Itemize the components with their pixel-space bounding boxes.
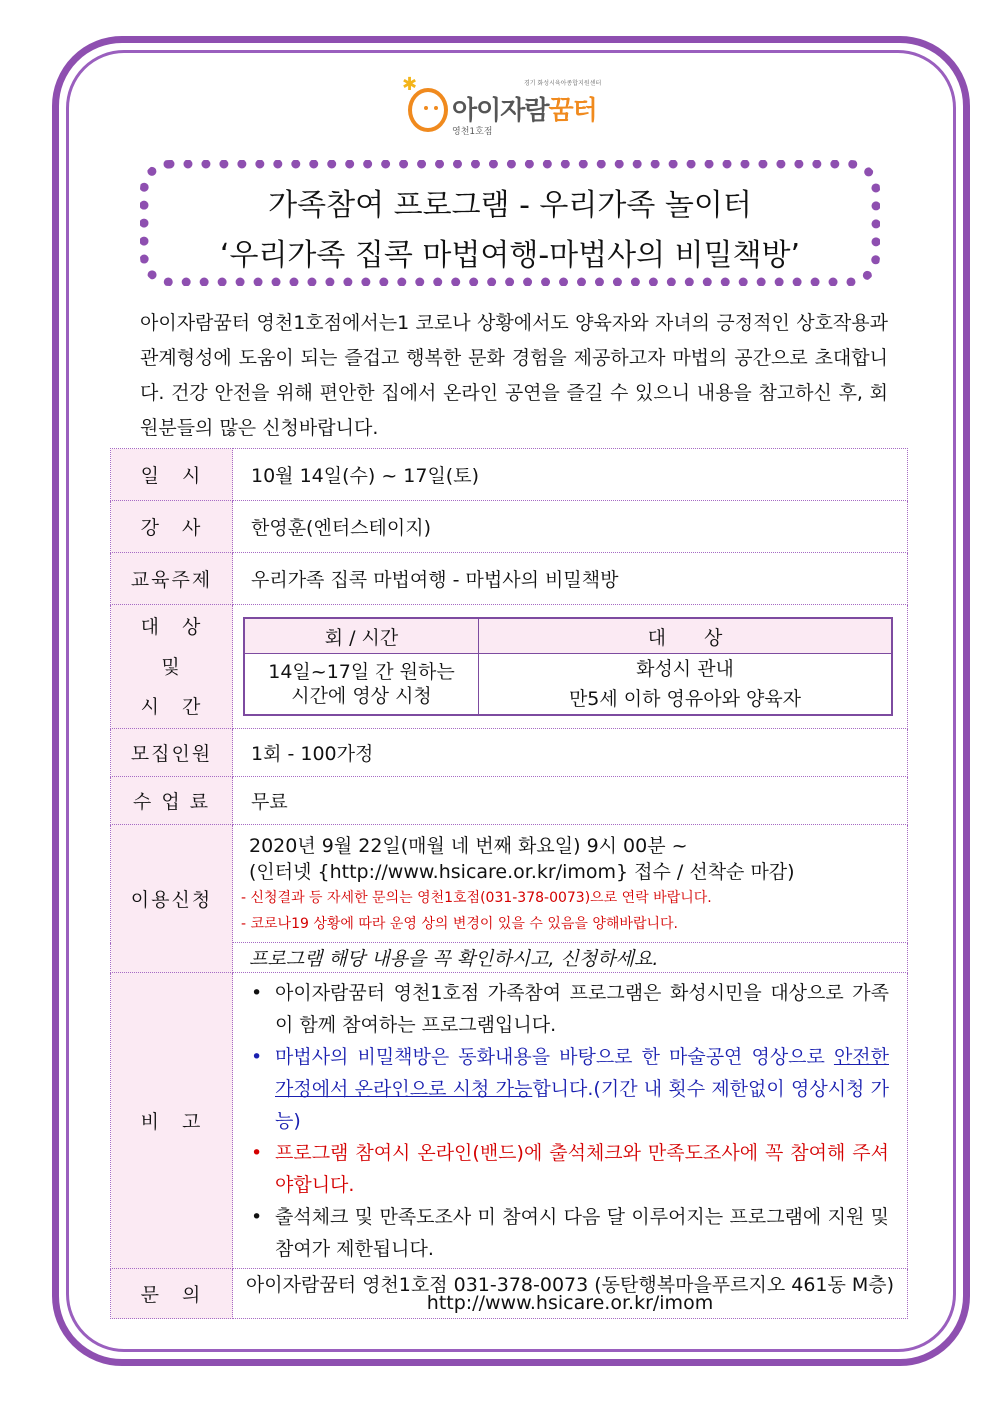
table-row <box>111 449 908 501</box>
table-row <box>111 605 908 729</box>
schedule-target: 화성시 관내 만5세 이하 영유아와 양육자 <box>479 654 893 716</box>
table-row <box>111 777 908 825</box>
table-row <box>111 501 908 553</box>
eye-icon <box>434 106 438 110</box>
bullet-icon: • <box>251 981 263 1004</box>
schedule-time: 14일~17일 간 원하는 시간에 영상 시청 <box>244 654 479 716</box>
title-line-2: ‘우리가족 집콕 마법여행-마법사의 비밀책방’ <box>219 238 801 273</box>
table-row <box>111 825 908 943</box>
bullet-icon: • <box>251 1205 263 1228</box>
eye-icon <box>424 106 428 110</box>
apply-warning-2: - 코로나19 상황에 따라 운영 상의 변경이 있을 수 있음을 양해바랍니다. <box>241 915 678 932</box>
bullet-icon: • <box>251 1045 263 1068</box>
star-icon: ✱ <box>402 74 418 95</box>
remark-item: • 프로그램 참여시 온라인(밴드)에 출석체크와 만족도조사에 꼭 참여해 주셔야합니다. <box>251 1137 889 1201</box>
fee-label: 수 업 료 <box>111 777 233 825</box>
apply-warning-1: - 신청결과 등 자세한 문의는 영천1호점(031-378-0073)으로 연락 바랍니다. <box>241 889 712 906</box>
target-label: 대 상 및 시 간 <box>111 605 233 729</box>
contact-line-1: 아이자람꿈터 영천1호점 031-378-0073 (동탄행복마을푸르지오 461동 M층) <box>245 1273 895 1296</box>
topic-label: 교육주제 <box>111 553 233 605</box>
apply-line-2: (인터넷 {http://www.hsicare.or.kr/imom} 접수 / 선착순 마감) <box>249 860 795 883</box>
apply-line-1: 2020년 9월 22일(매월 네 번째 화요일) 9시 00분 ~ <box>249 834 688 857</box>
contact-label: 문 의 <box>111 1269 233 1319</box>
schedule-cell <box>233 605 908 729</box>
intro-paragraph: 아이자람꿈터 영천1호점에서는1 코로나 상황에서도 양육자와 자녀의 긍정적인 상호작용과 관계형성에 도움이 되는 즐겁고 행복한 문화 경험을 제공하고자 마법의 공간으로 초대합니다. 건강 안전을 위해 편안한 집에서 온라인 공연을 즐길 수 있으니 내용을 참고하신 후, 회원분들의 많은 신청바랍니다. <box>140 312 888 439</box>
capacity-label: 모집인원 <box>111 729 233 777</box>
schedule-row <box>244 654 892 716</box>
info-table <box>110 448 908 1319</box>
remark-item: • 출석체크 및 만족도조사 미 참여시 다음 달 이루어지는 프로그램에 지원 및 참여가 제한됩니다. <box>251 1201 889 1265</box>
table-row <box>111 553 908 605</box>
table-row <box>111 973 908 1269</box>
apply-cell <box>233 825 908 943</box>
face-icon <box>408 88 448 132</box>
apply-note: 프로그램 해당 내용을 꼭 확인하시고, 신청하세요. <box>233 943 908 973</box>
table-row <box>111 1269 908 1319</box>
remark-item: • 마법사의 비밀책방은 동화내용을 바탕으로 한 마술공연 영상으로 안전한 가정에서 온라인으로 시청 가능합니다.(기간 내 횟수 제한없이 영상시청 가능) <box>251 1041 889 1137</box>
schedule-header-time: 회 / 시간 <box>244 618 479 654</box>
contact-cell <box>233 1269 908 1319</box>
title-line-1: 가족참여 프로그램 - 우리가족 놀이터 <box>268 188 752 223</box>
table-row <box>111 729 908 777</box>
remarks-cell <box>233 973 908 1269</box>
schedule-header-target: 대 상 <box>479 618 893 654</box>
contact-url[interactable]: http://www.hsicare.or.kr/imom <box>426 1291 714 1314</box>
logo-name: 아이자람꿈터 <box>452 96 597 126</box>
capacity-value: 1회 - 100가정 <box>233 729 908 777</box>
remarks-label: 비 고 <box>111 973 233 1269</box>
fee-value: 무료 <box>233 777 908 825</box>
date-value: 10월 14일(수) ~ 17일(토) <box>233 449 908 501</box>
schedule-header-row <box>244 618 892 654</box>
date-label: 일 시 <box>111 449 233 501</box>
instructor-label: 강 사 <box>111 501 233 553</box>
instructor-value: 한영훈(엔터스테이지) <box>233 501 908 553</box>
schedule-table <box>243 617 893 716</box>
bullet-icon: • <box>251 1141 263 1164</box>
logo-branch: 영천1호점 <box>452 127 493 137</box>
logo-small-text: 경기 화성시육아종합지원센터 <box>524 80 602 87</box>
topic-value: 우리가족 집콕 마법여행 - 마법사의 비밀책방 <box>233 553 908 605</box>
apply-label: 이용신청 <box>111 825 233 973</box>
logo <box>400 74 630 144</box>
remark-item: • 아이자람꿈터 영천1호점 가족참여 프로그램은 화성시민을 대상으로 가족이 함께 참여하는 프로그램입니다. <box>251 977 889 1041</box>
